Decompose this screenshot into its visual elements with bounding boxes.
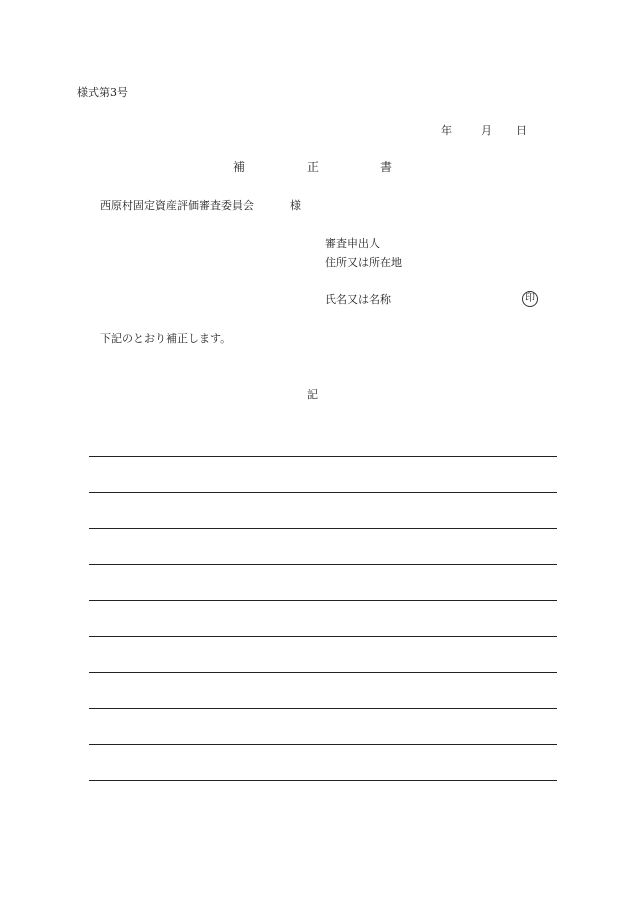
ruled-line bbox=[89, 708, 557, 709]
address-label: 住所又は所在地 bbox=[325, 256, 402, 269]
ruled-line bbox=[89, 456, 557, 457]
form-number: 様式第3号 bbox=[77, 86, 128, 99]
ruled-line bbox=[89, 744, 557, 745]
applicant-label: 審査申出人 bbox=[325, 237, 380, 250]
title-char: 補 bbox=[233, 160, 246, 174]
statement: 下記のとおり補正します。 bbox=[100, 332, 232, 345]
record-label: 記 bbox=[307, 388, 318, 401]
ruled-line bbox=[89, 600, 557, 601]
date-day-label: 日 bbox=[516, 124, 527, 137]
title-char: 書 bbox=[380, 160, 393, 174]
addressee-honorific: 様 bbox=[290, 199, 301, 212]
ruled-line bbox=[89, 780, 557, 781]
date-year-label: 年 bbox=[441, 124, 452, 137]
date-month-label: 月 bbox=[481, 124, 492, 137]
title-char: 正 bbox=[307, 160, 320, 174]
seal-mark: 印 bbox=[522, 291, 538, 307]
ruled-line bbox=[89, 636, 557, 637]
ruled-line bbox=[89, 564, 557, 565]
addressee: 西原村固定資産評価審査委員会 bbox=[100, 199, 254, 212]
ruled-line bbox=[89, 672, 557, 673]
ruled-line bbox=[89, 528, 557, 529]
name-label: 氏名又は名称 bbox=[325, 293, 391, 306]
ruled-line bbox=[89, 492, 557, 493]
